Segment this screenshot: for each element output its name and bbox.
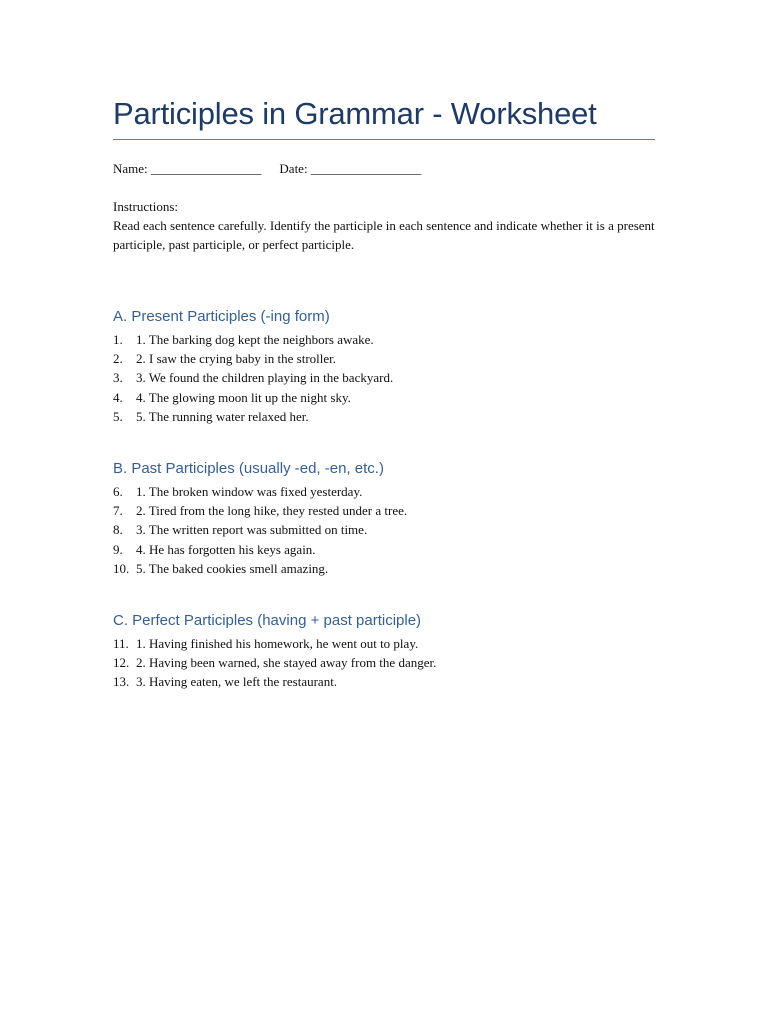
item-text: 4. He has forgotten his keys again. <box>136 541 316 557</box>
section-a-list <box>113 330 393 426</box>
item-number: 6. <box>113 484 123 499</box>
item-number: 3. <box>113 370 123 386</box>
instructions-text: Read each sentence carefully. Identify the participle in each sentence and indicate whether it is a present participle, past participle, or perfect participle. <box>113 218 655 252</box>
section-c-heading: C. Perfect Participles (having + past participle) <box>113 612 422 629</box>
list-item <box>113 482 407 501</box>
section-b-heading: B. Past Participles (usually -ed, -en, etc.) <box>113 460 384 477</box>
item-number: 4. <box>113 389 123 405</box>
section-a-heading: A. Present Participles (-ing form) <box>113 308 330 325</box>
list-item <box>113 520 407 539</box>
list-item <box>113 330 393 349</box>
section-b-list <box>113 482 407 578</box>
list-item <box>113 672 436 691</box>
item-text: 1. The broken window was fixed yesterday. <box>136 484 363 499</box>
list-item <box>113 388 393 407</box>
item-number: 1. <box>113 332 123 347</box>
item-number: 11. <box>113 636 129 651</box>
item-text: 2. I saw the crying baby in the stroller. <box>136 351 337 367</box>
item-text: 5. The running water relaxed her. <box>136 408 309 424</box>
item-number: 12. <box>113 655 130 671</box>
item-number: 9. <box>113 541 123 557</box>
list-item <box>113 634 436 653</box>
item-text: 4. The glowing moon lit up the night sky. <box>136 389 351 405</box>
item-number: 5. <box>113 408 123 424</box>
name-date-line <box>113 159 421 178</box>
list-item <box>113 653 436 672</box>
page-title: Participles in Grammar - Worksheet <box>113 96 597 131</box>
item-number: 10. <box>113 560 130 576</box>
item-text: 2. Having been warned, she stayed away from the danger. <box>136 655 437 671</box>
item-text: 1. Having finished his homework, he went out to play. <box>136 636 419 651</box>
item-number: 13. <box>113 674 130 690</box>
item-text: 3. Having eaten, we left the restaurant. <box>136 674 338 690</box>
item-text: 5. The baked cookies smell amazing. <box>136 560 329 576</box>
list-item <box>113 368 393 387</box>
list-item <box>113 501 407 520</box>
item-number: 2. <box>113 351 123 367</box>
instructions-label: Instructions: <box>113 199 178 214</box>
section-c-list <box>113 634 436 692</box>
item-text: 2. Tired from the long hike, they rested under a tree. <box>136 503 408 519</box>
list-item <box>113 540 407 559</box>
item-text: 3. We found the children playing in the backyard. <box>136 370 394 386</box>
item-number: 8. <box>113 522 123 538</box>
list-item <box>113 407 393 426</box>
date-field: Date: _________________ <box>279 161 422 176</box>
item-number: 7. <box>113 503 123 519</box>
list-item <box>113 349 393 368</box>
item-text: 3. The written report was submitted on time. <box>136 522 368 538</box>
item-text: 1. The barking dog kept the neighbors awake. <box>136 332 374 347</box>
title-underline <box>113 139 655 140</box>
list-item <box>113 559 407 578</box>
name-field: Name: _________________ <box>113 161 262 176</box>
